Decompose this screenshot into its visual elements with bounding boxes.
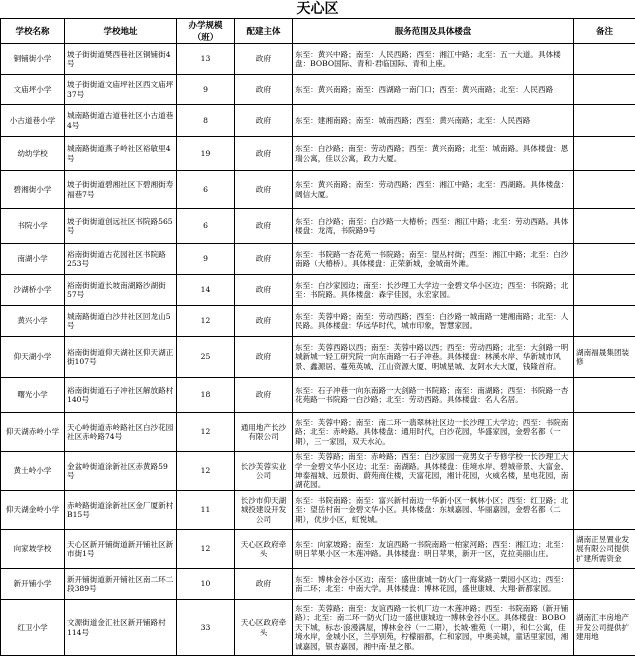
school-address: 裕南街街道石子冲社区解放路村140号 — [65, 378, 177, 413]
school-note — [574, 105, 635, 137]
service-scope: 东至：芙蓉中路；南至：劳动西路；西至：白沙路一城南路一建湘南路；北至：人民路。具体楼盘：华远华时代，城市印象，智慧家园。 — [293, 306, 574, 337]
school-address: 裕南街街道长坡南湖路沙湖街57号 — [65, 275, 177, 306]
school-address: 坡子街街道樊西巷社区铜铺街4号 — [65, 44, 177, 75]
table-row — [1, 75, 635, 105]
table-row — [1, 171, 635, 209]
school-note: 湖南福晟集团装修 — [574, 337, 635, 378]
header-school-name: 学校名称 — [1, 19, 65, 44]
school-note: 湖南正昱置业发展有限公司提供扩建所需资金 — [574, 530, 635, 569]
school-scale: 19 — [177, 137, 235, 171]
page-title: 天心区 — [0, 0, 635, 18]
school-name: 文庙坪小学 — [1, 75, 65, 105]
school-address: 赤岭路街道涂新社区金厂厦新村B15号 — [65, 491, 177, 530]
school-note — [574, 44, 635, 75]
school-name: 小古道巷小学 — [1, 105, 65, 137]
school-note — [574, 275, 635, 306]
school-scale: 8 — [177, 105, 235, 137]
school-name: 幼幼学校 — [1, 137, 65, 171]
school-note — [574, 75, 635, 105]
service-scope: 东至：向家坡路；南至：友谊西路一书院南路一柏家河路；西至：湘江边；北至：明日苹果小区一木莲冲路。具体楼盘：明日苹果，新开一区，克拉美丽山庄。 — [293, 530, 574, 569]
school-note — [574, 413, 635, 452]
header-service-scope: 服务范围及具体楼盘 — [293, 19, 574, 44]
service-scope: 东至：书院南路；南至：富兴新村南边一华新小区一枫林小区；西至：红卫路；北至：望岳村南一金碧文华小区。具体楼盘：东城嘉园、华丽嘉园，金碧名都（二期），优步小区，虹悦城。 — [293, 491, 574, 530]
school-note — [574, 137, 635, 171]
school-address: 文源街道金汇社区新开铺路村114号 — [65, 600, 177, 656]
school-scale: 9 — [177, 244, 235, 275]
school-builder: 政府 — [235, 209, 293, 244]
table-row — [1, 244, 635, 275]
school-address: 裕南街街道仰天湖社区仰天湖正街107号 — [65, 337, 177, 378]
service-scope: 东至：博林金谷小区边；南至：盛世康城一防火门一海棠路一栗园小区边；西至：南二环；北至：中南大学。具体楼盘：博林花园，盛世康城、大翔·新都家园。 — [293, 569, 574, 600]
school-scale: 13 — [177, 44, 235, 75]
school-builder: 政府 — [235, 275, 293, 306]
school-scale: 33 — [177, 600, 235, 656]
school-builder: 政府 — [235, 44, 293, 75]
table-row — [1, 530, 635, 569]
school-name: 黄土岭小学 — [1, 452, 65, 491]
school-address: 天心岭街道赤岭路社区白沙花园社区赤岭路74号 — [65, 413, 177, 452]
service-scope: 东至：白沙路；南至：白沙路一大椿桥；西至：湘江中路；北至：劳动西路。具体楼盘：龙湾，书院路9号 — [293, 209, 574, 244]
school-note — [574, 569, 635, 600]
school-address: 坡子街街道创远社区书院路565号 — [65, 209, 177, 244]
table-row — [1, 337, 635, 378]
table-row — [1, 44, 635, 75]
school-scale: 14 — [177, 275, 235, 306]
school-address: 坡子街街道文庙坪社区西文庙坪37号 — [65, 75, 177, 105]
table-row — [1, 378, 635, 413]
school-scale: 25 — [177, 337, 235, 378]
header-note: 备注 — [574, 19, 635, 44]
school-note — [574, 452, 635, 491]
school-name: 仰天湖小学 — [1, 337, 65, 378]
service-scope: 东至：白沙家园边；南至：长沙理工大学边一金碧文华小区边；西至：书院路；北至：书院路。具体楼盘：森宇佳园，永宏家园。 — [293, 275, 574, 306]
school-builder: 政府 — [235, 337, 293, 378]
school-note — [574, 244, 635, 275]
school-name: 书院小学 — [1, 209, 65, 244]
school-name: 南湖小学 — [1, 244, 65, 275]
table-row — [1, 413, 635, 452]
service-scope: 东至：芙蓉中路；南至：南二环一翡翠林社区边一长沙理工大学边；西至：书院南路；北至：赤岭路。具体楼盘：通用时代，白沙花园，华盛家园，金碧名都（一期），三一家园，双天水沁。 — [293, 413, 574, 452]
school-builder: 通用地产长沙有限公司 — [235, 413, 293, 452]
school-builder: 政府 — [235, 244, 293, 275]
school-name: 仰天湖赤岭小学 — [1, 413, 65, 452]
school-note — [574, 378, 635, 413]
school-address: 裕南街街道古花园社区书院路253号 — [65, 244, 177, 275]
school-note: 湖南汇丰房地产开发公司提供扩建用地 — [574, 600, 635, 656]
school-builder: 政府 — [235, 306, 293, 337]
school-name: 铜铺街小学 — [1, 44, 65, 75]
school-builder: 长沙芙蓉实业公司 — [235, 452, 293, 491]
school-builder: 长沙市仰天湖城投建设开发公司 — [235, 491, 293, 530]
school-address: 城南路街道古道巷社区小古道巷4号 — [65, 105, 177, 137]
school-address: 坡子街街道碧湘社区下碧湘街寿福巷7号 — [65, 171, 177, 209]
school-name: 红卫小学 — [1, 600, 65, 656]
school-name: 曙光小学 — [1, 378, 65, 413]
table-row — [1, 452, 635, 491]
table-row — [1, 306, 635, 337]
school-builder: 政府 — [235, 378, 293, 413]
school-builder: 政府 — [235, 137, 293, 171]
service-scope: 东至：建湘南路；南至：城南西路；西至：黄兴南路；北至：人民西路 — [293, 105, 574, 137]
school-builder: 政府 — [235, 569, 293, 600]
school-name: 沙湖桥小学 — [1, 275, 65, 306]
school-district-table — [0, 18, 635, 656]
table-row — [1, 491, 635, 530]
school-name: 黄兴小学 — [1, 306, 65, 337]
service-scope: 东至：芙蓉西路以西；南至：芙蓉中路以西；西至：劳动西路；北至：大剑路一明城新城一轻工研究院一向东南路一石子冲巷。具体楼盘：林溪水岸、华新城市风景、鑫源居、蔓苑英城、江山资源大厦、明城星城、友阿水大大厦，钱隆首府。 — [293, 337, 574, 378]
school-name: 碧湘街小学 — [1, 171, 65, 209]
header-school-address: 学校地址 — [65, 19, 177, 44]
school-scale: 9 — [177, 75, 235, 105]
school-name: 仰天湖金岭小学 — [1, 491, 65, 530]
table-row — [1, 209, 635, 244]
school-scale: 18 — [177, 378, 235, 413]
school-name: 向家坡学校 — [1, 530, 65, 569]
service-scope: 东至：石子冲巷一向东南路一大剑路一书院路；南至：南湖路；西至：书院路一杏花苑路一书院路一白沙路；北至：劳动西路。具体楼盘：名人名居。 — [293, 378, 574, 413]
school-note — [574, 306, 635, 337]
service-scope: 东至：黄兴南路；南至：劳动西路；西至：湘江中路；北至：西湖路。具体楼盘：阔信大厦。 — [293, 171, 574, 209]
school-scale: 12 — [177, 530, 235, 569]
school-note — [574, 491, 635, 530]
service-scope: 东至：芙蓉路；南至：赤岭路；西至：白沙家园一竞男女子专修学校一长沙理工大学一金碧文华小区边；北至：南湖路。具体楼盘：佳境水岸、碧城帝景、大富金、坤泰福城、远景街、蔚苑商住楼，天富花园，湘计花园，火威名楼，星电花园，南湖花园。 — [293, 452, 574, 491]
school-scale: 12 — [177, 306, 235, 337]
school-builder: 天心区政府牵头 — [235, 530, 293, 569]
school-address: 天心区新开铺街道新开铺社区新市街1号 — [65, 530, 177, 569]
school-scale: 10 — [177, 569, 235, 600]
service-scope: 东至：黄兴南路；南至：西湖路一南门口；西至：黄兴南路；北至：人民西路 — [293, 75, 574, 105]
school-note — [574, 171, 635, 209]
header-builder: 配建主体 — [235, 19, 293, 44]
service-scope: 东至：书院路一杏花苑一书院路；南至：望丛村街；西至：湘江中路；北至：白沙南路（大椿桥）。具体楼盘：正荣新城，金城南外滩。 — [293, 244, 574, 275]
school-scale: 12 — [177, 413, 235, 452]
school-address: 城南路街道白沙井社区回龙山5号 — [65, 306, 177, 337]
service-scope: 东至：白沙路；南至：劳动西路；西至：黄兴南路；北至：城南路。具体楼盘：恩瑞公寓，佳以公寓，政力大厦。 — [293, 137, 574, 171]
header-scale: 办学规模（班） — [177, 19, 235, 44]
table-row — [1, 137, 635, 171]
school-builder: 政府 — [235, 105, 293, 137]
service-scope: 东至：芙蓉路；南至：友谊西路一长机厂边一木莲冲路；西至：书院南路（新开铺路）；北至：南二环一防火门边一盛世康城边一博林金谷小区。具体楼盘：BOBO天下城，标志·浪漫满屋，博林金谷（一二期），长城·雅苑（一期），和仁公寓，佳境水岸，金城小区，兰亭别苑，柠檬丽都，仁和家园，中奥美城，童话里家园，湘诚嘉园，银杏嘉园，湘中南·星之都。 — [293, 600, 574, 656]
school-address: 金盆岭街道涂新社区赤黄路59号 — [65, 452, 177, 491]
table-row — [1, 569, 635, 600]
school-builder: 政府 — [235, 171, 293, 209]
school-name: 新开铺小学 — [1, 569, 65, 600]
school-scale: 6 — [177, 209, 235, 244]
table-row — [1, 105, 635, 137]
school-scale: 11 — [177, 491, 235, 530]
school-scale: 12 — [177, 452, 235, 491]
table-header-row — [1, 19, 635, 44]
school-scale: 6 — [177, 171, 235, 209]
table-row — [1, 600, 635, 656]
service-scope: 东至：黄兴中路；南至：人民西路；西至：湘江中路；北至：五一大道。具体楼盘：BOBO国际、青和·君临国际、青和上座。 — [293, 44, 574, 75]
table-row — [1, 275, 635, 306]
school-address: 新开铺街道新开铺社区南二环二段389号 — [65, 569, 177, 600]
school-builder: 天心区政府牵头 — [235, 600, 293, 656]
school-address: 城南路街道燕子岭社区裕敏里4号 — [65, 137, 177, 171]
school-builder: 政府 — [235, 75, 293, 105]
school-note — [574, 209, 635, 244]
